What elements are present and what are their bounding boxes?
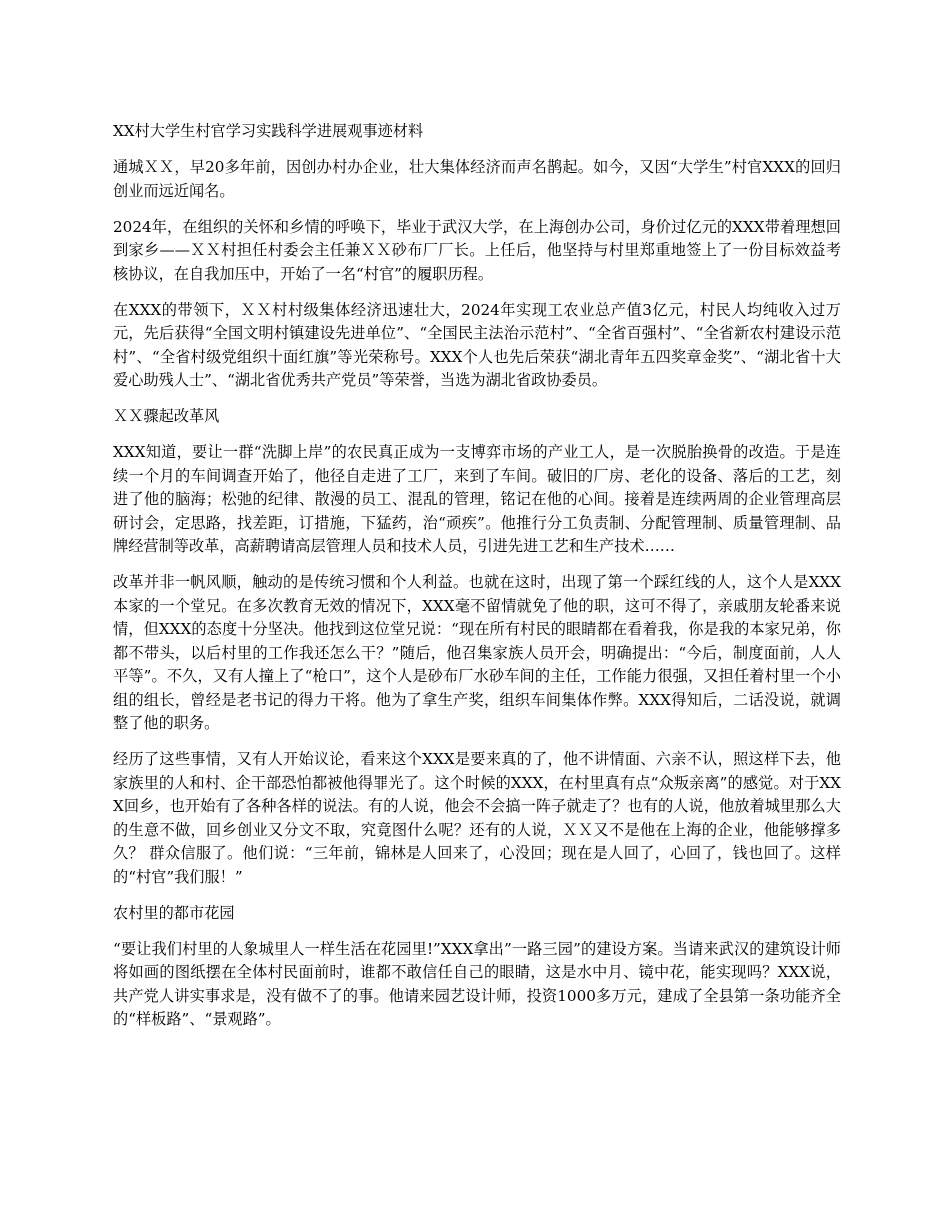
section-heading: 农村里的都市花园 (113, 903, 235, 922)
document-page (113, 120, 841, 1044)
paragraph: 改革并非一帆风顺，触动的是传统习惯和个人利益。也就在这时，出现了第一个踩红线的人，这个人是XXX本家的一个堂兄。在多次教育无效的情况下，XXX毫不留情就免了他的职，这可不得了，亲戚朋友轮番来说情，但XXX的态度十分坚决。他找到这位堂兄说：“现在所有村民的眼睛都在看着我，你是我的本家兄弟，你都不带头，以后村里的工作我还怎么干？”随后，他召集家族人员开会，明确提出：“今后，制度面前，人人平等”。不久，又有人撞上了“枪口”，这个人是砂布厂水砂车间的主任，工作能力很强，又担任着村里一个小组的组长，曾经是老书记的得力干将。他为了拿生产奖，组织车间集体作弊。XXX得知后，二话没说，就调整了他的职务。 (113, 573, 841, 732)
paragraph: 在XXX的带领下，ＸＸ村村级集体经济迅速壮大，2024年实现工农业总产值3亿元，村民人均纯收入过万元，先后获得“全国文明村镇建设先进单位”、“全国民主法治示范村”、“全省百强村”、“全省新农村建设示范村”、“全省村级党组织十面红旗”等光荣称号。XXX个人也先后荣获“湖北青年五四奖章金奖”、“湖北省十大爱心助残人士”、“湖北省优秀共产党员”等荣誉，当选为湖北省政协委员。 (113, 300, 841, 389)
paragraph: 通城ＸＸ，早20多年前，因创办村办企业，壮大集体经济而声名鹊起。如今，又因“大学生”村官XXX的回归创业而远近闻名。 (113, 158, 841, 200)
paragraph: “要让我们村里的人象城里人一样生活在花园里!”XXX拿出”一路三园”的建设方案。当请来武汉的建筑设计师将如画的图纸摆在全体村民面前时，谁都不敢信任自己的眼睛，这是水中月、镜中花，能实现吗？XXX说，共产党人讲实事求是，没有做不了的事。他请来园艺设计师，投资1000多万元，建成了全县第一条功能齐全的“样板路”、“景观路”。 (113, 939, 841, 1028)
paragraph: 经历了这些事情，又有人开始议论，看来这个XXX是要来真的了，他不讲情面、六亲不认，照这样下去，他家族里的人和村、企干部恐怕都被他得罪光了。这个时候的XXX，在村里真有点“众叛亲离”的感觉。对于XXX回乡，也开始有了各种各样的说法。有的人说，他会不会搞一阵子就走了？也有的人说，他放着城里那么大的生意不做，回乡创业又分文不取，究竟图什么呢？还有的人说，ＸＸ又不是他在上海的企业，他能够撑多久？ 群众信服了。他们说：“三年前，锦林是人回来了，心没回；现在是人回了，心回了，钱也回了。这样的“村官”我们服！” (113, 750, 841, 886)
section-heading: ＸＸ骤起改革风 (113, 407, 220, 425)
paragraph: XXX知道，要让一群“洗脚上岸”的农民真正成为一支博弈市场的产业工人，是一次脱胎换骨的改造。于是连续一个月的车间调查开始了，他径自走进了工厂，来到了车间。破旧的厂房、老化的设备、落后的工艺，刻进了他的脑海；松弛的纪律、散漫的员工、混乱的管理，铭记在他的心间。接着是连续两周的企业管理高层研讨会，定思路，找差距，订措施，下猛药，治“顽疾”。他推行分工负责制、分配管理制、质量管理制、品牌经营制等改革，高薪聘请高层管理人员和技术人员，引进先进工艺和生产技术…… (113, 443, 841, 555)
paragraph: 2024年，在组织的关怀和乡情的呼唤下，毕业于武汉大学，在上海创办公司，身价过亿元的XXX带着理想回到家乡——ＸＸ村担任村委会主任兼ＸＸ砂布厂厂长。上任后，他坚持与村里郑重地签上了一份目标效益考核协议，在自我加压中，开始了一名“村官”的履职历程。 (113, 217, 841, 283)
document-title: XX村大学生村官学习实践科学进展观事迹材料 (113, 122, 424, 140)
